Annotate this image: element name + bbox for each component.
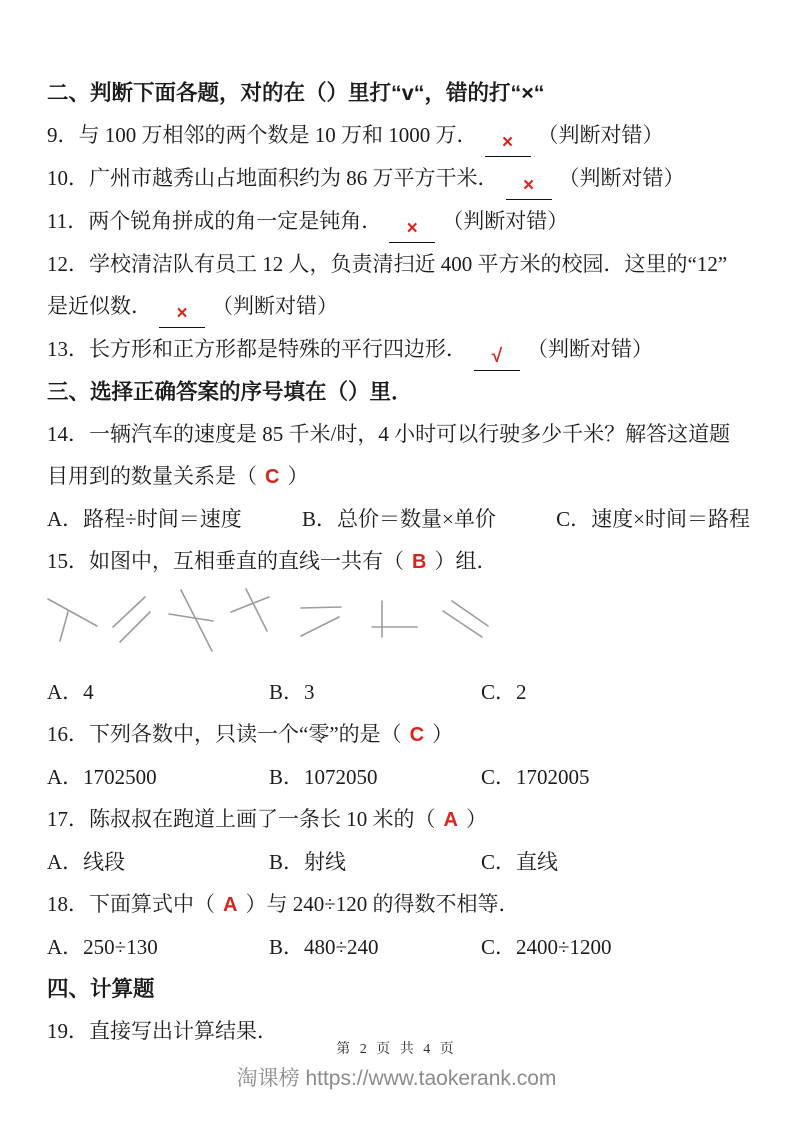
judge-suffix: （判断对错） [527, 337, 653, 361]
question-17-options [47, 841, 750, 883]
question-10-answer-blank [506, 169, 552, 200]
question-12-text: 是近似数． [47, 294, 152, 318]
question-16-row [47, 713, 750, 756]
option-c: C．1702005 [481, 765, 590, 789]
judge-suffix: （判断对错） [537, 123, 664, 147]
question-11-answer-mark: × [406, 218, 418, 239]
judge-suffix: （判断对错） [558, 166, 685, 190]
option-c: C．直线 [481, 850, 559, 874]
question-11-answer-blank [389, 212, 435, 243]
question-10-row [47, 157, 750, 200]
question-18-suffix: ）与 240÷120 的得数不相等． [245, 892, 520, 916]
question-13-row [47, 328, 750, 371]
section-choice-heading: 三、选择正确答案的序号填在（）里． [47, 380, 413, 404]
question-16-answer: C [409, 724, 425, 746]
question-17-answer: A [443, 809, 458, 831]
judge-suffix: （判断对错） [212, 294, 338, 318]
question-14-options [47, 498, 750, 540]
question-12-line2 [47, 285, 750, 328]
option-c: C．速度×时间＝路程 [556, 507, 750, 531]
option-b: B．480÷240 [269, 935, 379, 959]
question-13-answer-mark: √ [491, 346, 503, 367]
question-9-row [47, 114, 750, 157]
question-14-line2 [47, 455, 750, 498]
question-18-options [47, 926, 750, 968]
question-17-row [47, 798, 750, 841]
question-13-answer-blank [474, 340, 520, 371]
page-number-footer: 第 2 页 共 4 页 [336, 1042, 457, 1057]
option-b: B．1072050 [269, 765, 378, 789]
question-12-line1: 12．学校清洁队有员工 12 人，负责清扫近 400 平方米的校园．这里的“12” [47, 252, 728, 276]
question-17-prefix: 17．陈叔叔在跑道上画了一条长 10 米的（ [47, 807, 436, 831]
question-12-answer-blank [159, 297, 205, 328]
question-15-figure-row [47, 583, 750, 671]
question-18-prefix: 18．下面算式中（ [47, 892, 215, 916]
section-judge-heading: 二、判断下面各题，对的在（）里打“v“，错的打“×“ [47, 81, 545, 105]
question-12-answer-mark: × [176, 303, 188, 324]
option-c: C．2 [481, 680, 527, 704]
question-15-options [47, 671, 750, 713]
q15-figure [45, 587, 495, 659]
option-a: A．线段 [47, 850, 126, 874]
option-a: A．4 [47, 680, 94, 704]
question-13-text: 13．长方形和正方形都是特殊的平行四边形． [47, 337, 467, 361]
question-14-line1: 14．一辆汽车的速度是 85 千米/时，4 小时可以行驶多少千米？解答这道题 [47, 422, 731, 446]
question-9-answer-mark: × [501, 132, 514, 153]
question-16-options [47, 756, 750, 798]
question-14-answer: C [265, 466, 280, 488]
option-a: A．路程÷时间＝速度 [47, 507, 242, 531]
question-15-suffix: ）组． [434, 549, 498, 573]
question-16-suffix: ） [432, 722, 454, 746]
site-watermark: 淘课榜 https://www.taokerank.com [236, 1067, 557, 1090]
question-9-answer-blank [485, 126, 531, 157]
question-18-row [47, 883, 750, 926]
option-a: A．250÷130 [47, 935, 158, 959]
question-19-row: 19．直接写出计算结果． [47, 1019, 278, 1043]
question-17-suffix: ） [465, 807, 487, 831]
section-calc-heading: 四、计算题 [47, 977, 155, 1001]
question-14-suffix: ） [287, 464, 309, 488]
question-10-answer-mark: × [522, 175, 535, 196]
option-b: B．射线 [269, 850, 347, 874]
option-c: C．2400÷1200 [481, 935, 612, 959]
question-14-prefix: 目用到的数量关系是（ [47, 464, 257, 488]
question-15-row [47, 540, 750, 583]
question-10-text: 10．广州市越秀山占地面积约为 86 万平方干米． [47, 166, 499, 190]
question-16-prefix: 16．下列各数中，只读一个“零”的是（ [47, 722, 402, 746]
question-11-row [47, 200, 750, 243]
question-15-answer: B [412, 551, 427, 573]
question-11-text: 11．两个锐角拼成的角一定是钝角． [47, 209, 383, 233]
question-15-prefix: 15．如图中，互相垂直的直线一共有（ [47, 549, 404, 573]
judge-suffix: （判断对错） [442, 209, 569, 233]
option-b: B．3 [269, 680, 315, 704]
option-b: B．总价＝数量×单价 [301, 507, 496, 531]
question-18-answer: A [223, 894, 238, 916]
option-a: A．1702500 [47, 765, 157, 789]
question-9-text: 9．与 100 万相邻的两个数是 10 万和 1000 万． [47, 123, 478, 147]
